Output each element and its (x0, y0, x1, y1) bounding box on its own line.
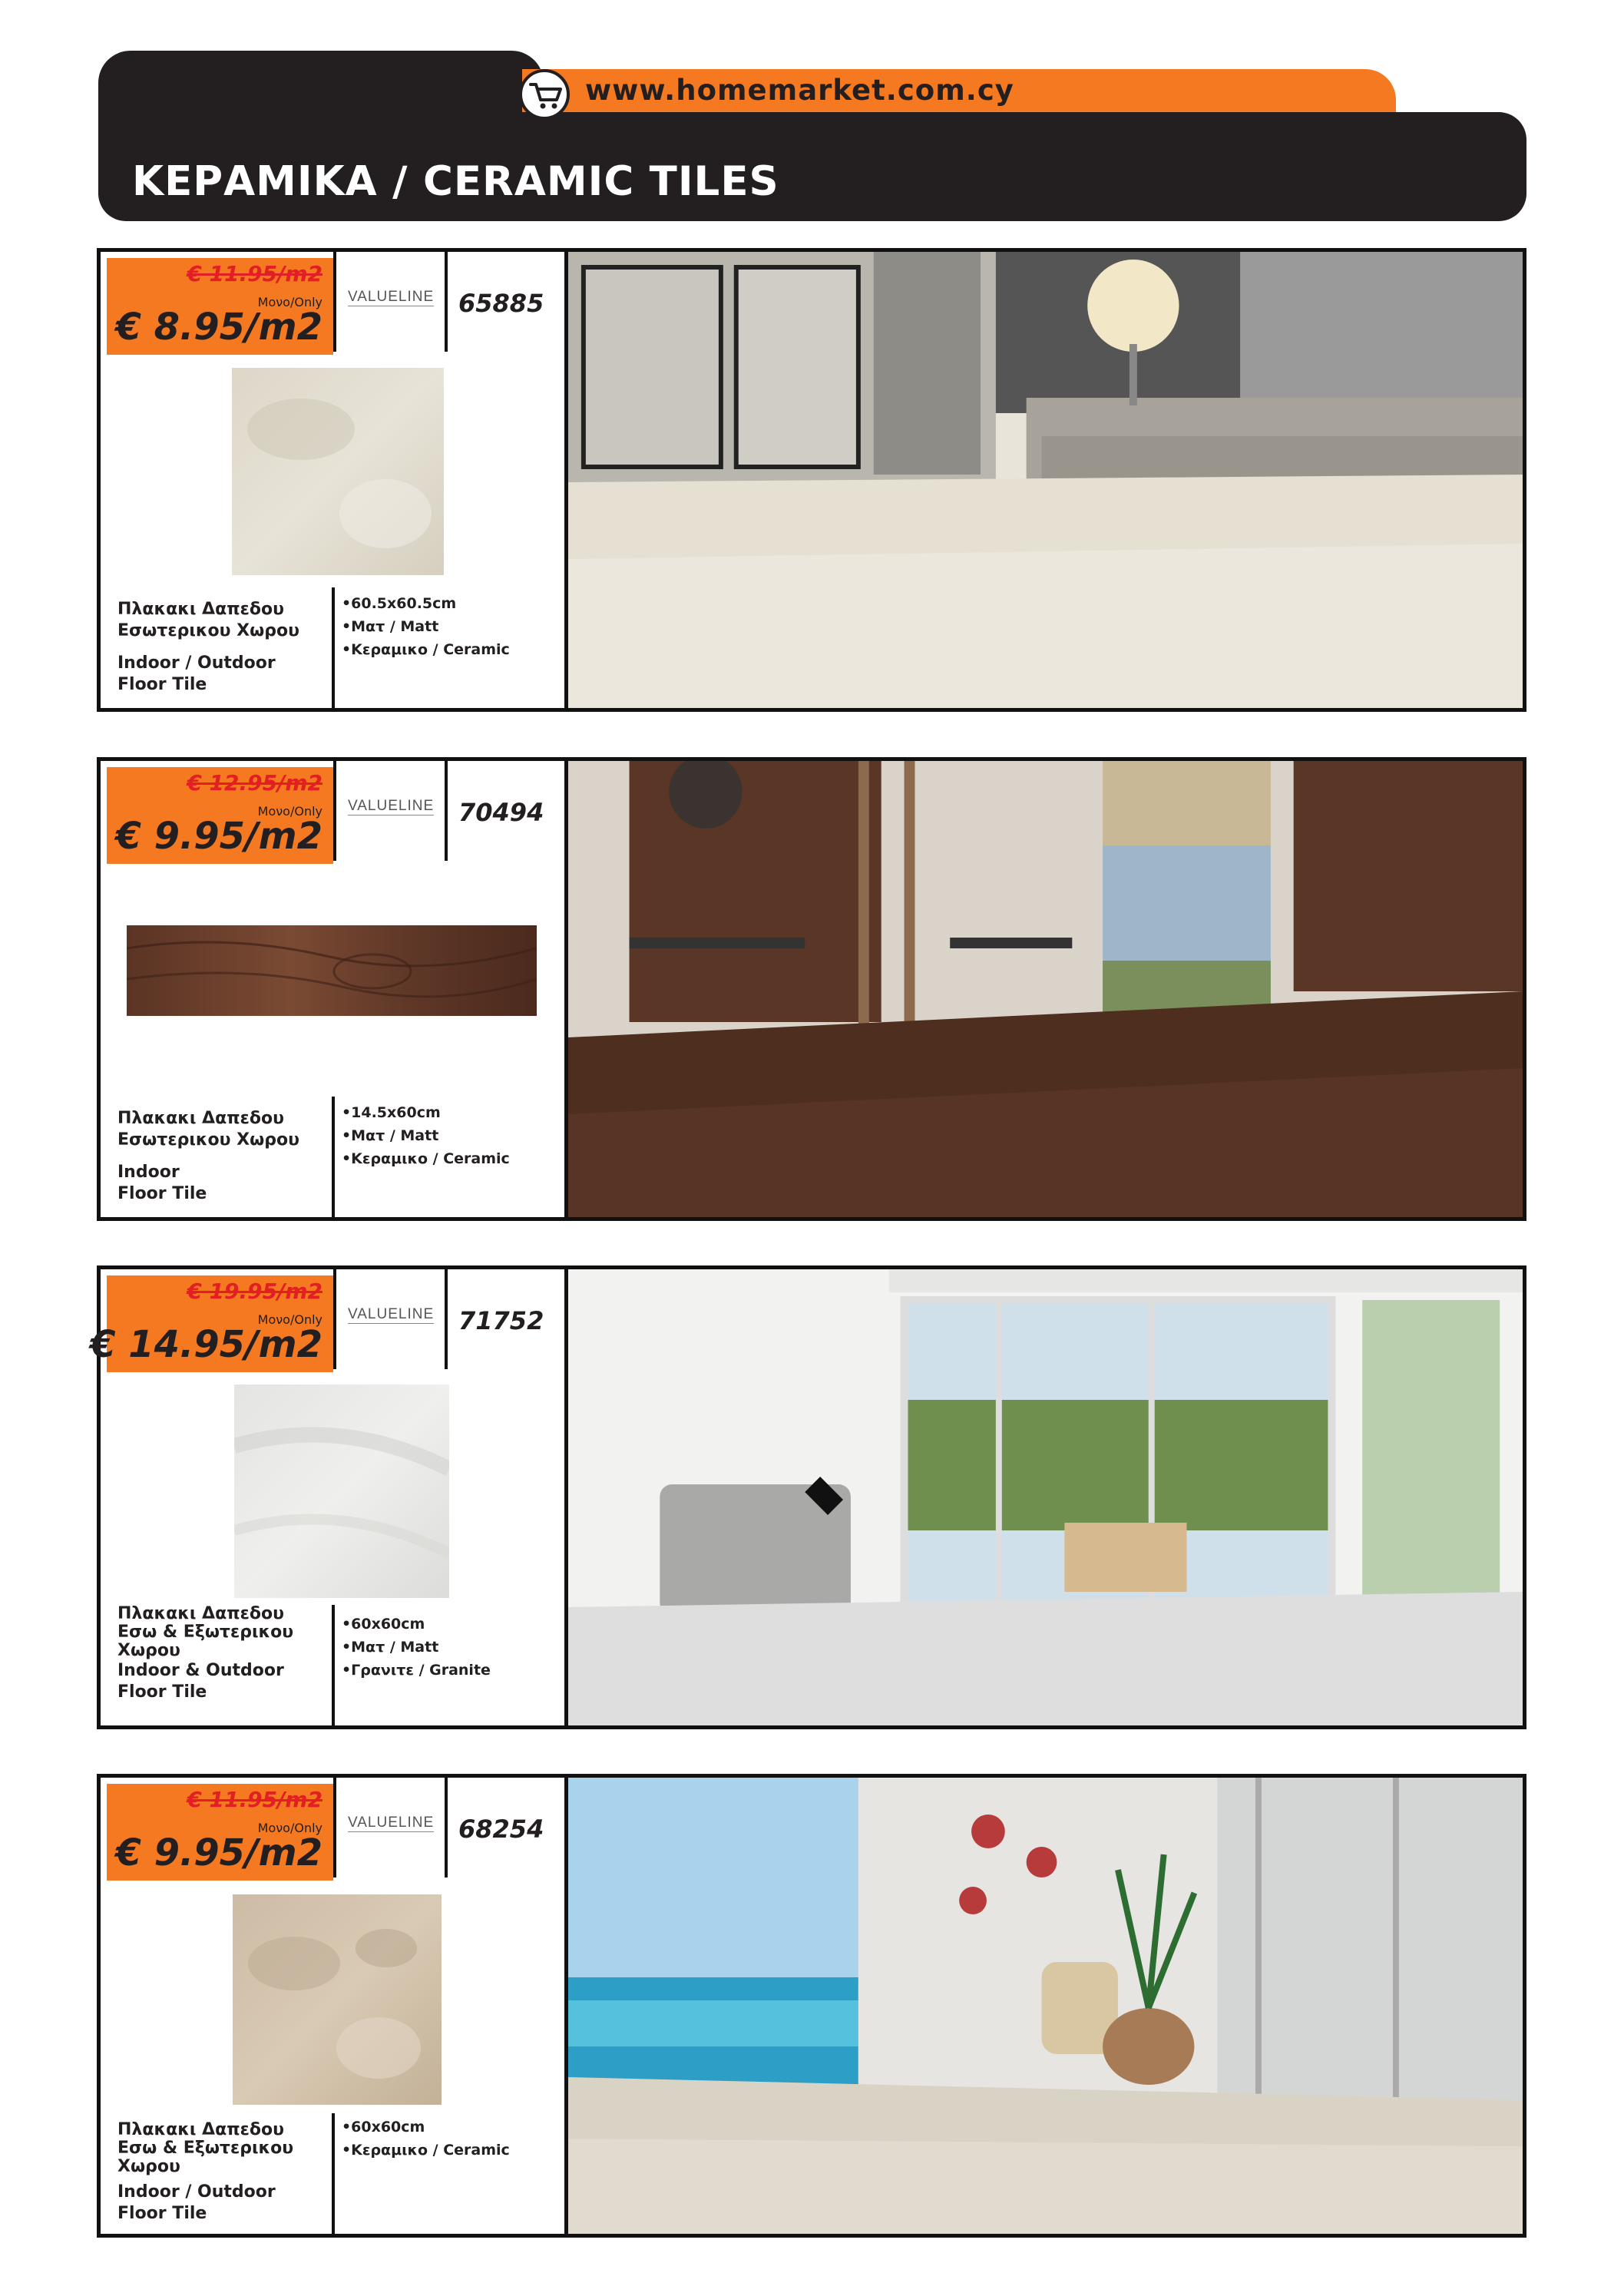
description-greek: Πλακακι Δαπεδου Εσωτερικου Χωρου (117, 1109, 299, 1150)
product-code: 68254 (458, 1815, 544, 1844)
specifications: •14.5x60cm •Ματ / Matt •Κεραμικο / Ceramic (342, 1104, 510, 1167)
divider (332, 2113, 335, 2238)
divider (332, 1097, 335, 1221)
divider (333, 761, 336, 861)
new-price: € 9.95/m2 (115, 815, 322, 858)
brand-name: VALUELINE (348, 289, 435, 305)
tile-swatch (234, 1385, 449, 1598)
description-greek: Πλακακι Δαπεδου Εσω & Εξωτερικου Χωρου (117, 2120, 294, 2176)
new-price: € 9.95/m2 (115, 1831, 322, 1874)
price-box (107, 767, 333, 864)
website-url[interactable]: www.homemarket.com.cy (585, 74, 1014, 107)
room-photo (568, 1269, 1523, 1725)
divider (333, 1269, 336, 1369)
brand-name: VALUELINE (348, 798, 435, 814)
divider (332, 1605, 335, 1729)
new-price: € 8.95/m2 (115, 306, 322, 349)
specifications: •60.5x60.5cm •Ματ / Matt •Κεραμικο / Ceramic (342, 595, 510, 658)
description-english: Indoor & Outdoor Floor Tile (117, 1661, 284, 1702)
product-card (90, 1265, 1526, 1729)
brand-logo (348, 1306, 435, 1325)
divider (333, 252, 336, 352)
description-english: Indoor / Outdoor Floor Tile (117, 2182, 276, 2223)
shopping-cart-icon[interactable] (519, 69, 570, 120)
new-price: € 14.95/m2 (90, 1323, 322, 1366)
old-price: € 12.95/m2 (187, 770, 322, 796)
product-card (97, 1774, 1526, 2238)
divider (445, 1778, 448, 1877)
old-price: € 11.95/m2 (187, 261, 322, 286)
divider (445, 1269, 448, 1369)
divider (332, 587, 335, 712)
brand-name: VALUELINE (348, 1306, 435, 1322)
divider (445, 761, 448, 861)
specifications: •60x60cm •Ματ / Matt •Γρανιτε / Granite (342, 1616, 491, 1679)
description-greek: Πλακακι Δαπεδου Εσω & Εξωτερικου Χωρου (117, 1604, 294, 1660)
brand-name: VALUELINE (348, 1815, 435, 1831)
brand-logo (348, 1815, 435, 1834)
divider (445, 252, 448, 352)
tile-swatch (233, 1894, 442, 2105)
product-code: 71752 (458, 1306, 544, 1335)
description-english: Indoor Floor Tile (117, 1163, 207, 1203)
tile-swatch (127, 925, 537, 1016)
brand-logo (348, 289, 435, 308)
product-card (97, 757, 1526, 1221)
product-card (97, 248, 1526, 712)
room-photo (568, 252, 1523, 708)
only-label: Μονο/Only (257, 804, 322, 819)
price-box (90, 1275, 333, 1372)
old-price: € 19.95/m2 (187, 1279, 322, 1304)
tile-swatch (232, 368, 444, 575)
description-english: Indoor / Outdoor Floor Tile (117, 653, 276, 694)
product-code: 70494 (458, 798, 544, 827)
product-code: 65885 (458, 289, 544, 318)
room-photo (568, 761, 1523, 1217)
price-box (107, 1784, 333, 1881)
price-box (107, 258, 333, 355)
only-label: Μονο/Only (257, 295, 322, 309)
description-greek: Πλακακι Δαπεδου Εσωτερικου Χωρου (117, 600, 299, 640)
only-label: Μονο/Only (257, 1312, 322, 1327)
specifications: •60x60cm •Κεραμικο / Ceramic (342, 2119, 510, 2159)
page-title: ΚΕΡΑΜΙΚΑ / CERAMIC TILES (132, 158, 779, 205)
brand-logo (348, 798, 435, 817)
terrace-photo (568, 1778, 1523, 2234)
only-label: Μονο/Only (257, 1821, 322, 1835)
old-price: € 11.95/m2 (187, 1787, 322, 1812)
divider (333, 1778, 336, 1877)
